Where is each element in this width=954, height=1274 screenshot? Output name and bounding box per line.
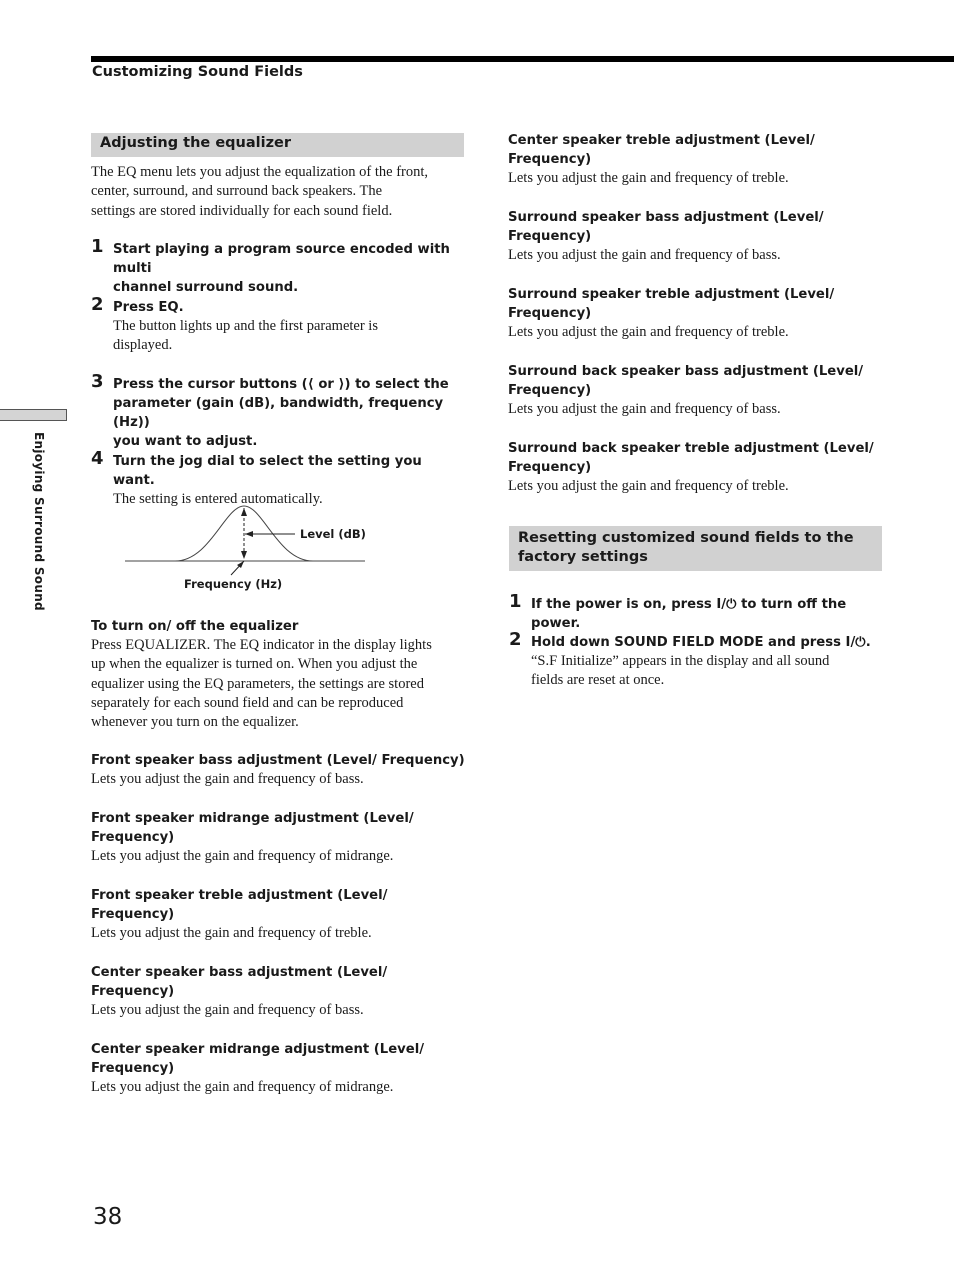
step-title-line: Press the cursor buttons (⟨ or ⟩) to select the: [113, 377, 449, 392]
item-title-line: Surround back speaker bass adjustment (Level/: [508, 364, 864, 379]
item-title-line: Frequency): [508, 383, 592, 398]
equalizer-toggle-section: [91, 617, 471, 732]
step-text-line: The button lights up and the first parameter is: [113, 318, 378, 334]
intro-line: center, surround, and surround back speakers. The: [91, 183, 383, 200]
item-title-line: Frequency): [91, 984, 175, 999]
item-desc: Lets you adjust the gain and frequency of treble.: [508, 324, 789, 340]
step-title-line: Turn the jog dial to select the setting you want.: [113, 454, 422, 488]
toggle-title: To turn on/ off the equalizer: [91, 619, 299, 634]
step-title-line: Hold down SOUND FIELD MODE and press I/⏻.: [531, 635, 871, 650]
parameter-item: [508, 362, 888, 419]
intro-paragraph: [91, 163, 471, 221]
step-title-line: you want to adjust.: [113, 434, 258, 449]
item-title-line: Center speaker midrange adjustment (Level/: [91, 1042, 425, 1057]
item-desc: Lets you adjust the gain and frequency of bass.: [91, 771, 364, 787]
level-arrow-icon: [245, 531, 253, 537]
section-title: Customizing Sound Fields: [92, 64, 303, 80]
parameter-item: [91, 809, 471, 866]
reset-heading: [509, 526, 882, 571]
toggle-line: whenever you turn on the equalizer.: [91, 714, 299, 731]
page-number: 38: [93, 1204, 123, 1230]
step-text-line: displayed.: [113, 337, 173, 354]
item-title-line: Front speaker bass adjustment (Level/ Frequency): [91, 753, 465, 768]
toggle-line: equalizer using the EQ parameters, the settings are stored: [91, 675, 424, 692]
parameter-item: [91, 886, 471, 943]
item-title-line: Frequency): [508, 229, 592, 244]
step-number: 3: [91, 371, 104, 392]
item-desc: Lets you adjust the gain and frequency of bass.: [508, 247, 781, 263]
parameter-item: [91, 963, 471, 1020]
item-title-line: Center speaker treble adjustment (Level/: [508, 133, 815, 148]
side-tab-label: Enjoying Surround Sound: [32, 432, 46, 611]
item-desc: Lets you adjust the gain and frequency of treble.: [91, 925, 372, 941]
step-number: 2: [509, 629, 522, 650]
step-text-line: fields are reset at once.: [531, 672, 665, 689]
item-title-line: Center speaker bass adjustment (Level/: [91, 965, 388, 980]
item-title-line: Surround speaker treble adjustment (Level/: [508, 287, 835, 302]
item-title-line: Front speaker treble adjustment (Level/: [91, 888, 388, 903]
parameter-item: [91, 751, 471, 789]
arrow-down-icon: [241, 551, 247, 559]
item-desc: Lets you adjust the gain and frequency of midrange.: [91, 1079, 394, 1095]
item-desc: Lets you adjust the gain and frequency of treble.: [508, 170, 789, 186]
intro-line: The EQ menu lets you adjust the equalization of the front,: [91, 164, 429, 180]
reset-heading-line: Resetting customized sound fields to the: [518, 530, 854, 546]
parameter-item: [508, 131, 888, 188]
step-title-line: parameter (gain (dB), bandwidth, frequency (Hz)): [113, 396, 444, 430]
item-desc: Lets you adjust the gain and frequency of bass.: [508, 401, 781, 417]
step-title-line: Start playing a program source encoded with multi: [113, 242, 450, 276]
level-label: Level (dB): [300, 527, 366, 541]
intro-line: settings are stored individually for each sound field.: [91, 202, 393, 219]
parameter-item: [91, 1040, 471, 1097]
toggle-line: Press EQUALIZER. The EQ indicator in the display lights: [91, 637, 432, 653]
step-number: 2: [91, 294, 104, 315]
eq-curve-diagram: [120, 500, 380, 600]
parameter-item: [508, 285, 888, 342]
arrow-up-icon: [241, 508, 247, 516]
parameter-item: [508, 439, 888, 496]
toggle-line: up when the equalizer is turned on. When you adjust the: [91, 656, 418, 673]
equalizer-heading-text: Adjusting the equalizer: [100, 135, 291, 151]
item-title-line: Frequency): [91, 907, 175, 922]
step-number: 1: [91, 236, 104, 257]
item-title-line: Frequency): [508, 306, 592, 321]
step-title-line: channel surround sound.: [113, 280, 299, 295]
top-rule: [91, 56, 954, 62]
step-number: 1: [509, 591, 522, 612]
item-title-line: Surround speaker bass adjustment (Level/: [508, 210, 824, 225]
step-text-line: The setting is entered automatically.: [113, 491, 323, 507]
item-title-line: Frequency): [508, 460, 592, 475]
side-tab-marker: [0, 409, 67, 421]
reset-heading-line: factory settings: [518, 549, 648, 565]
step-text-line: “S.F Initialize” appears in the display and all sound: [531, 653, 830, 669]
toggle-line: separately for each sound field and can be reproduced: [91, 694, 404, 711]
step-number: 4: [91, 448, 104, 469]
parameter-item: [508, 208, 888, 265]
item-title-line: Front speaker midrange adjustment (Level/: [91, 811, 414, 826]
item-title-line: Surround back speaker treble adjustment (Level/: [508, 441, 874, 456]
item-title-line: Frequency): [508, 152, 592, 167]
step-title-line: Press EQ.: [113, 300, 184, 315]
item-title-line: Frequency): [91, 1061, 175, 1076]
item-desc: Lets you adjust the gain and frequency of midrange.: [91, 848, 394, 864]
item-title-line: Frequency): [91, 830, 175, 845]
item-desc: Lets you adjust the gain and frequency of bass.: [91, 1002, 364, 1018]
item-desc: Lets you adjust the gain and frequency of treble.: [508, 478, 789, 494]
frequency-label: Frequency (Hz): [184, 577, 283, 591]
step-title-line: If the power is on, press I/⏻ to turn off the power.: [531, 597, 847, 631]
equalizer-heading: [91, 133, 464, 157]
